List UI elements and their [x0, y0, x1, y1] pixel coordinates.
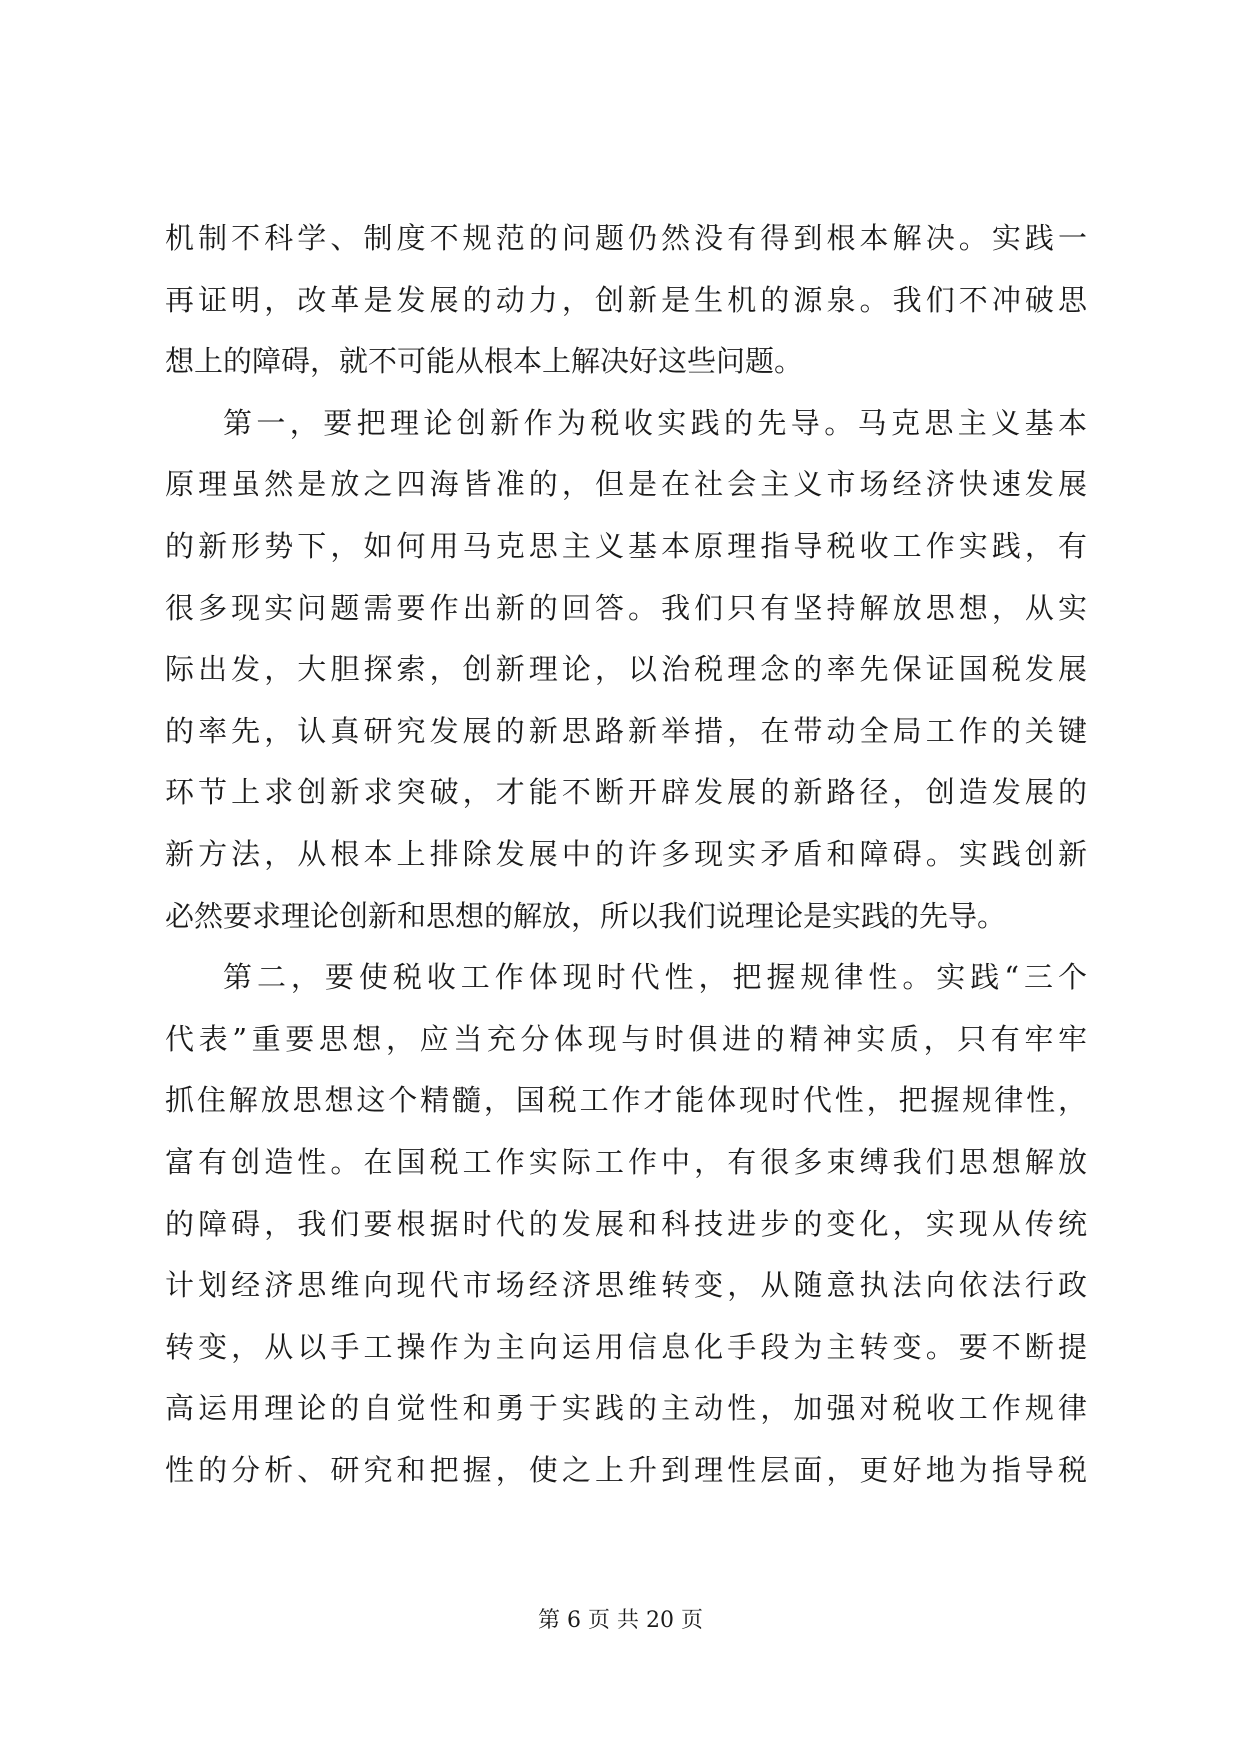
text-line: 际出发，大胆探索，创新理论，以治税理念的率先保证国税发展: [165, 652, 1087, 687]
text-line: 原理虽然是放之四海皆准的，但是在社会主义市场经济快速发展: [165, 467, 1087, 502]
text-line: 代表”重要思想，应当充分体现与时俱进的精神实质，只有牢牢: [165, 1021, 1087, 1056]
text-line: 的障碍，我们要根据时代的发展和科技进步的变化，实现从传统: [165, 1206, 1087, 1241]
text-line: 想上的障碍，就不可能从根本上解决好这些问题。: [165, 344, 804, 379]
text-line: 的新形势下，如何用马克思主义基本原理指导税收工作实践，有: [165, 528, 1087, 563]
text-line: 再证明，改革是发展的动力，创新是生机的源泉。我们不冲破思: [165, 282, 1087, 317]
text-line: 很多现实问题需要作出新的回答。我们只有坚持解放思想，从实: [165, 590, 1087, 625]
text-line: 必然要求理论创新和思想的解放，所以我们说理论是实践的先导。: [165, 898, 1007, 933]
body-text: [165, 208, 1087, 1501]
text-line: 环节上求创新求突破，才能不断开辟发展的新路径，创造发展的: [165, 775, 1087, 810]
text-line: 新方法，从根本上排除发展中的许多现实矛盾和障碍。实践创新: [165, 836, 1087, 871]
page-number-indicator: 第 6 页 共 20 页: [538, 1608, 703, 1633]
text-line: 富有创造性。在国税工作实际工作中，有很多束缚我们思想解放: [165, 1144, 1087, 1179]
text-line: 机制不科学、制度不规范的问题仍然没有得到根本解决。实践一: [165, 221, 1087, 255]
text-line: 高运用理论的自觉性和勇于实践的主动性，加强对税收工作规律: [165, 1391, 1087, 1426]
text-line: 转变，从以手工操作为主向运用信息化手段为主转变。要不断提: [165, 1329, 1087, 1364]
text-line: 的率先，认真研究发展的新思路新举措，在带动全局工作的关键: [165, 713, 1087, 748]
text-line: 性的分析、研究和把握，使之上升到理性层面，更好地为指导税: [165, 1452, 1087, 1487]
paragraph-first-line: 第一，要把理论创新作为税收实践的先导。马克思主义基本: [223, 405, 1087, 440]
paragraph-first-line: 第二，要使税收工作体现时代性，把握规律性。实践“三个: [223, 960, 1087, 995]
page-footer: [0, 1606, 1241, 1636]
text-line: 计划经济思维向现代市场经济思维转变，从随意执法向依法行政: [165, 1268, 1087, 1303]
text-line: 抓住解放思想这个精髓，国税工作才能体现时代性，把握规律性，: [165, 1083, 1087, 1118]
